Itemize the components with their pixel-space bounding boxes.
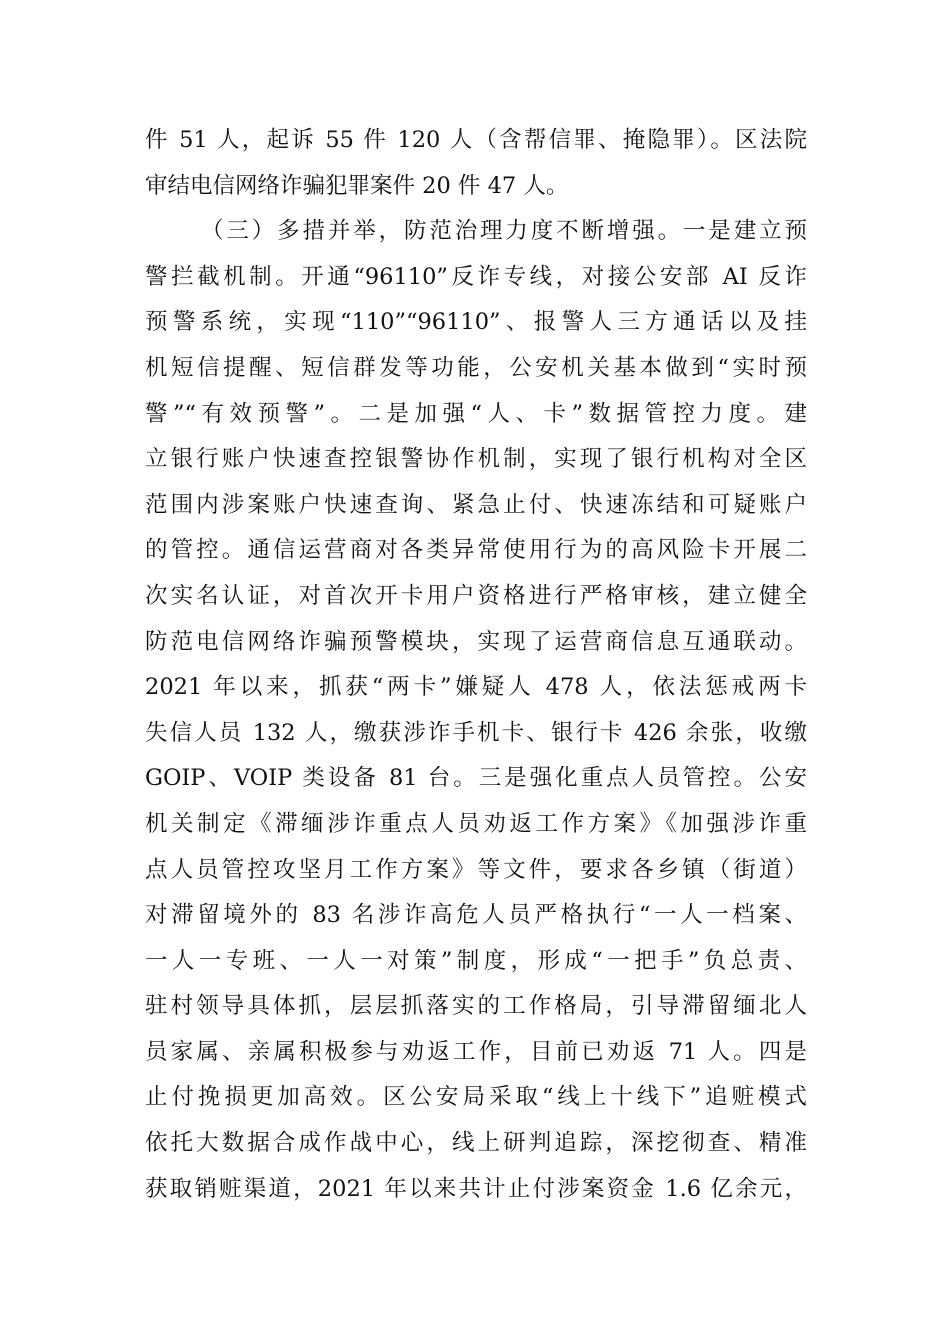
text-line: 失信人员 132 人，缴获涉诈手机卡、银行卡 426 余张，收缴: [145, 719, 807, 746]
section-heading-line: （三）多措并举，防范治理力度不断增强。一是建立预: [201, 218, 807, 245]
text-line: 防范电信网络诈骗预警模块，实现了运营商信息互通联动。: [145, 628, 807, 655]
text-line: GOIP、VOIP 类设备 81 台。三是强化重点人员管控。公安: [145, 765, 807, 792]
text-line: 依托大数据合成作战中心，线上研判追踪，深挖彻查、精准: [145, 1130, 807, 1157]
text-line: 2021 年以来，抓获“两卡”嫌疑人 478 人，依法惩戒两卡: [145, 674, 807, 701]
text-line: 立银行账户快速查控银警协作机制，实现了银行机构对全区: [145, 446, 807, 473]
text-line: 范围内涉案账户快速查询、紧急止付、快速冻结和可疑账户: [145, 491, 807, 518]
text-line: 获取销赃渠道，2021 年以来共计止付涉案资金 1.6 亿余元，: [145, 1175, 807, 1202]
text-line: 员家属、亲属积极参与劝返工作，目前已劝返 71 人。四是: [145, 1038, 807, 1065]
text-line: 审结电信网络诈骗犯罪案件 20 件 47 人。: [145, 172, 569, 199]
body-text: [145, 118, 807, 1212]
text-line: 对滞留境外的 83 名涉诈高危人员严格执行“一人一档案、: [145, 902, 807, 929]
text-line: 预警系统，实现“110”“96110”、报警人三方通话以及挂: [145, 309, 807, 336]
text-line: 警”“有效预警”。二是加强“人、卡”数据管控力度。建: [145, 400, 807, 427]
text-line: 机短信提醒、短信群发等功能，公安机关基本做到“实时预: [145, 354, 807, 381]
text-line: 次实名认证，对首次开卡用户资格进行严格审核，建立健全: [145, 582, 807, 609]
text-line: 件 51 人，起诉 55 件 120 人（含帮信罪、掩隐罪）。区法院: [145, 127, 807, 153]
text-line: 一人一专班、一人一对策”制度，形成“一把手”负总责、: [145, 947, 807, 974]
text-line: 点人员管控攻坚月工作方案》等文件，要求各乡镇（街道）: [145, 856, 807, 883]
text-line: 驻村领导具体抓，层层抓落实的工作格局，引导滞留缅北人: [145, 993, 807, 1020]
text-line: 警拦截机制。开通“96110”反诈专线，对接公安部 AI 反诈: [145, 263, 807, 290]
text-line: 的管控。通信运营商对各类异常使用行为的高风险卡开展二: [145, 537, 807, 564]
text-line: 止付挽损更加高效。区公安局采取“线上十线下”追赃模式: [145, 1084, 807, 1111]
text-line: 机关制定《滞缅涉诈重点人员劝返工作方案》《加强涉诈重: [145, 810, 807, 837]
